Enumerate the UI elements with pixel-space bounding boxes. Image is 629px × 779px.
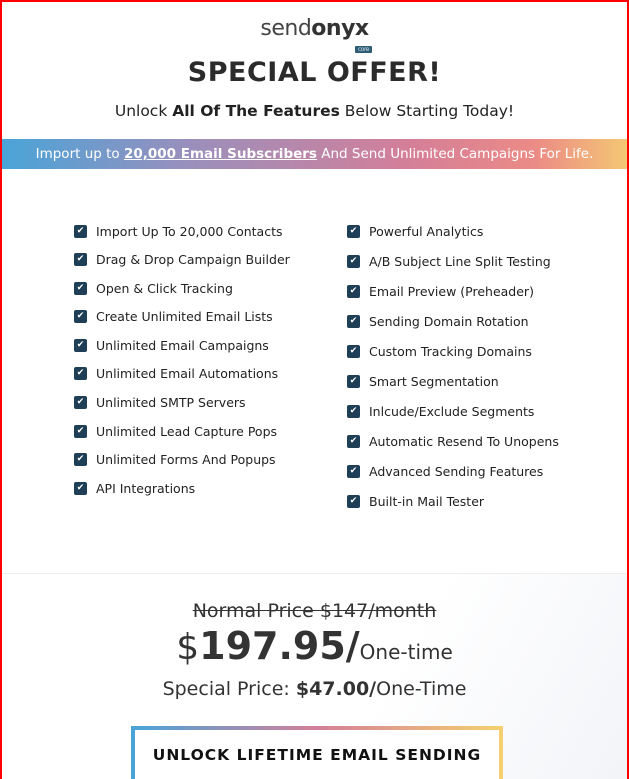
feature-label: Unlimited SMTP Servers [96, 395, 246, 411]
feature-item [74, 251, 290, 269]
feature-item [74, 336, 290, 354]
feature-label: Import Up To 20,000 Contacts [96, 223, 283, 239]
feature-label: Drag & Drop Campaign Builder [96, 252, 290, 268]
subtitle-pre: Unlock [114, 102, 173, 120]
feature-label: Unlimited Lead Capture Pops [96, 423, 278, 439]
checkbox-icon: ✔ [347, 315, 360, 328]
special-amount: $47.00/ [295, 678, 377, 700]
logo-text: send [260, 16, 312, 41]
logo-badge: core [355, 46, 372, 53]
special-label: Special Price: [162, 678, 296, 700]
banner-link[interactable]: 20,000 Email Subscribers [123, 146, 317, 162]
feature-label: Sending Domain Rotation [369, 313, 529, 329]
checkbox-icon: ✔ [74, 396, 87, 409]
special-unit: One-Time [376, 678, 467, 700]
feature-item [347, 432, 559, 450]
special-price [2, 678, 627, 700]
feature-item [347, 402, 559, 420]
feature-label: A/B Subject Line Split Testing [369, 253, 551, 269]
feature-item [347, 312, 559, 330]
feature-item [74, 365, 290, 383]
price-unit: One-time [359, 640, 453, 664]
subtitle-post: Below Starting Today! [339, 102, 515, 120]
features-left [74, 222, 290, 508]
subtitle-bold: All Of The Features [172, 102, 340, 120]
feature-label: Email Preview (Preheader) [369, 283, 534, 299]
page-title: SPECIAL OFFER! [187, 57, 442, 88]
checkbox-icon: ✔ [347, 255, 360, 268]
checkbox-icon: ✔ [74, 425, 87, 438]
checkbox-icon: ✔ [74, 253, 87, 266]
banner-post: And Send Unlimited Campaigns For Life. [316, 146, 594, 162]
checkbox-icon: ✔ [74, 225, 87, 238]
feature-item [74, 422, 290, 440]
normal-price: Normal Price $147/month [192, 600, 437, 622]
feature-item [347, 282, 559, 300]
checkbox-icon: ✔ [74, 339, 87, 352]
feature-label: Powerful Analytics [369, 223, 484, 239]
feature-label: Custom Tracking Domains [369, 343, 532, 359]
price-amount: 197.95/ [199, 624, 360, 668]
price-currency: $ [176, 627, 200, 668]
subtitle [2, 102, 627, 120]
banner-pre: Import up to [35, 146, 124, 162]
feature-item [74, 222, 290, 240]
feature-item [74, 394, 290, 412]
feature-label: Open & Click Tracking [96, 280, 233, 296]
feature-label: Unlimited Email Automations [96, 366, 279, 382]
checkbox-icon: ✔ [74, 282, 87, 295]
checkbox-icon: ✔ [347, 345, 360, 358]
feature-label: Automatic Resend To Unopens [369, 433, 559, 449]
checkbox-icon: ✔ [74, 482, 87, 495]
feature-item [347, 222, 559, 240]
feature-item [74, 451, 290, 469]
feature-item [74, 308, 290, 326]
offer-price [2, 624, 627, 668]
feature-item [347, 372, 559, 390]
logo-text-bold: onyx [311, 16, 369, 41]
feature-label: Advanced Sending Features [369, 463, 544, 479]
feature-label: Create Unlimited Email Lists [96, 309, 273, 325]
feature-item [347, 462, 559, 480]
sendonyx-logo [2, 16, 627, 53]
checkbox-icon: ✔ [347, 405, 360, 418]
checkbox-icon: ✔ [347, 435, 360, 448]
promo-banner [2, 139, 627, 169]
feature-item [347, 492, 559, 510]
feature-label: Inlcude/Exclude Segments [369, 403, 535, 419]
feature-label: Unlimited Email Campaigns [96, 337, 269, 353]
feature-item [74, 279, 290, 297]
feature-label: Unlimited Forms And Popups [96, 452, 276, 468]
checkbox-icon: ✔ [347, 495, 360, 508]
feature-item [74, 479, 290, 497]
checkbox-icon: ✔ [347, 375, 360, 388]
checkbox-icon: ✔ [74, 367, 87, 380]
feature-item [347, 342, 559, 360]
feature-item [347, 252, 559, 270]
checkbox-icon: ✔ [347, 465, 360, 478]
checkbox-icon: ✔ [347, 285, 360, 298]
feature-label: API Integrations [96, 480, 196, 496]
checkbox-icon: ✔ [74, 310, 87, 323]
feature-label: Built-in Mail Tester [369, 493, 485, 509]
feature-label: Smart Segmentation [369, 373, 499, 389]
checkbox-icon: ✔ [347, 225, 360, 238]
features-right [347, 222, 559, 522]
unlock-button[interactable]: UNLOCK LIFETIME EMAIL SENDING [131, 726, 503, 779]
checkbox-icon: ✔ [74, 453, 87, 466]
divider [2, 573, 627, 574]
